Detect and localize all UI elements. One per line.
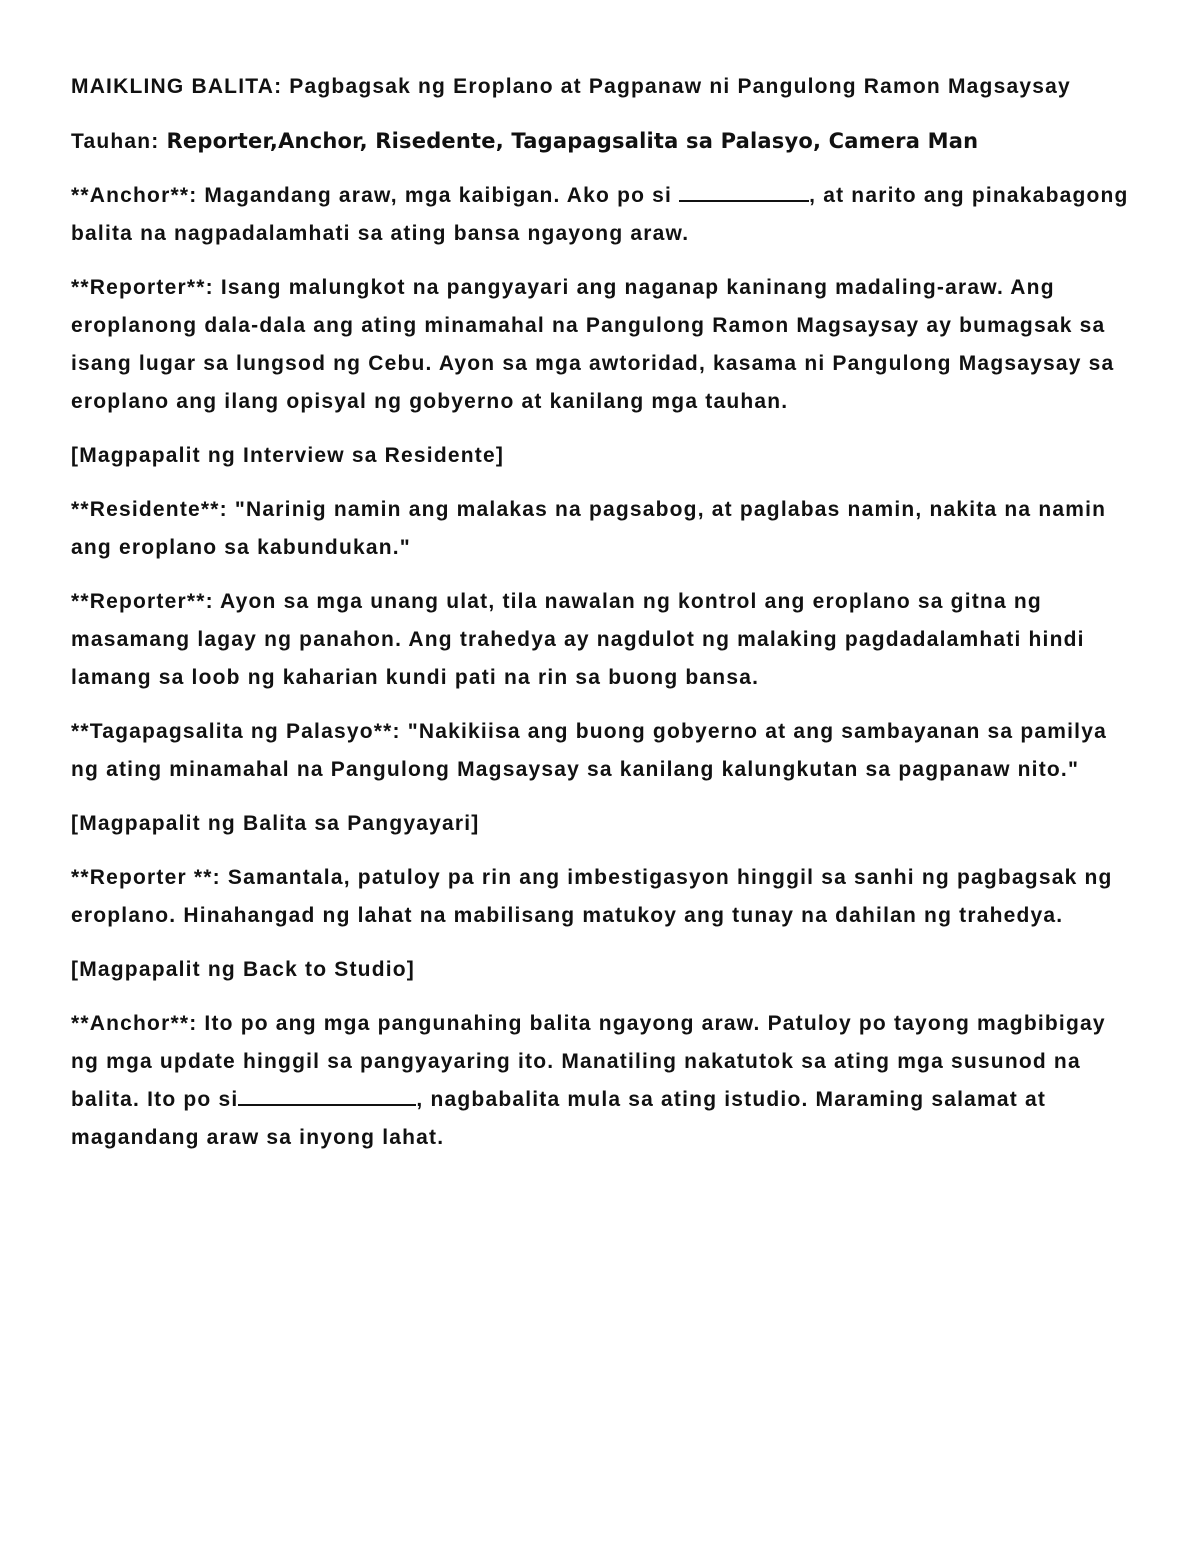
tagapagsalita-paragraph: **Tagapagsalita ng Palasyo**: "Nakikiisa ang buong gobyerno at ang sambayanan sa pamilya ng ating minamahal na Pangulong Magsaysay sa kanilang kalungkutan sa pagpanaw nito." bbox=[71, 720, 1107, 781]
residente-paragraph: **Residente**: "Narinig namin ang malakas na pagsabog, at paglabas namin, nakita na namin ang eroplano sa kabundukan." bbox=[71, 498, 1107, 559]
anchor-intro-text-continued: , at narito ang pinakabagong balita na nagpadalamhati sa ating bansa ngayong araw. bbox=[71, 184, 1129, 245]
anchor-outro-text: **Anchor**: Ito po ang mga pangunahing balita ngayong araw. Patuloy po tayong magbibigay ng mga update hinggil sa pangyayaring ito. Manatiling nakatutok sa ating mga susunod na balita. Ito po si bbox=[71, 1012, 1106, 1111]
scene-cue-interview: [Magpapalit ng Interview sa Residente] bbox=[71, 444, 505, 467]
reporter-paragraph-2: **Reporter**: Ayon sa mga unang ulat, tila nawalan ng kontrol ang eroplano sa gitna ng masamang lagay ng panahon. Ang trahedya ay nagdulot ng malaking pagdadalamhati hindi lamang sa loob ng kaharian kundi pati na rin sa buong bansa. bbox=[71, 590, 1085, 689]
document-page bbox=[71, 68, 1131, 1173]
cast-label: Tauhan: bbox=[71, 130, 167, 153]
cast-line bbox=[71, 122, 1131, 161]
scene-cue-balita: [Magpapalit ng Balita sa Pangyayari] bbox=[71, 812, 480, 835]
reporter-paragraph-1: **Reporter**: Isang malungkot na pangyayari ang naganap kaninang madaling-araw. Ang eroplanong dala-dala ang ating minamahal na Pangulong Ramon Magsaysay ay bumagsak sa isang lugar sa lungsod ng Cebu. Ayon sa mga awtoridad, kasama ni Pangulong Magsaysay sa eroplano ang ilang opisyal ng gobyerno at kanilang mga tauhan. bbox=[71, 276, 1115, 413]
anchor-outro-text-continued: , nagbabalita mula sa ating istudio. Maraming salamat at magandang araw sa inyong lahat. bbox=[71, 1088, 1047, 1149]
reporter-paragraph-3: **Reporter **: Samantala, patuloy pa rin ang imbestigasyon hinggil sa sanhi ng pagbagsak ng eroplano. Hinahangad ng lahat na mabilisang matukoy ang tunay na dahilan ng trahedya. bbox=[71, 866, 1113, 927]
anchor-outro-paragraph bbox=[71, 1005, 1131, 1157]
document-title: MAIKLING BALITA: Pagbagsak ng Eroplano at Pagpanaw ni Pangulong Ramon Magsaysay bbox=[71, 75, 1071, 98]
anchor-intro-text: **Anchor**: Magandang araw, mga kaibigan. Ako po si bbox=[71, 184, 680, 207]
anchor-intro-paragraph bbox=[71, 177, 1131, 253]
anchor-name-blank bbox=[679, 180, 809, 202]
cast-names: Reporter,Anchor, Risedente, Tagapagsalita sa Palasyo, Camera Man bbox=[166, 129, 979, 153]
scene-cue-studio: [Magpapalit ng Back to Studio] bbox=[71, 958, 415, 981]
anchor-outro-name-blank bbox=[238, 1084, 416, 1106]
